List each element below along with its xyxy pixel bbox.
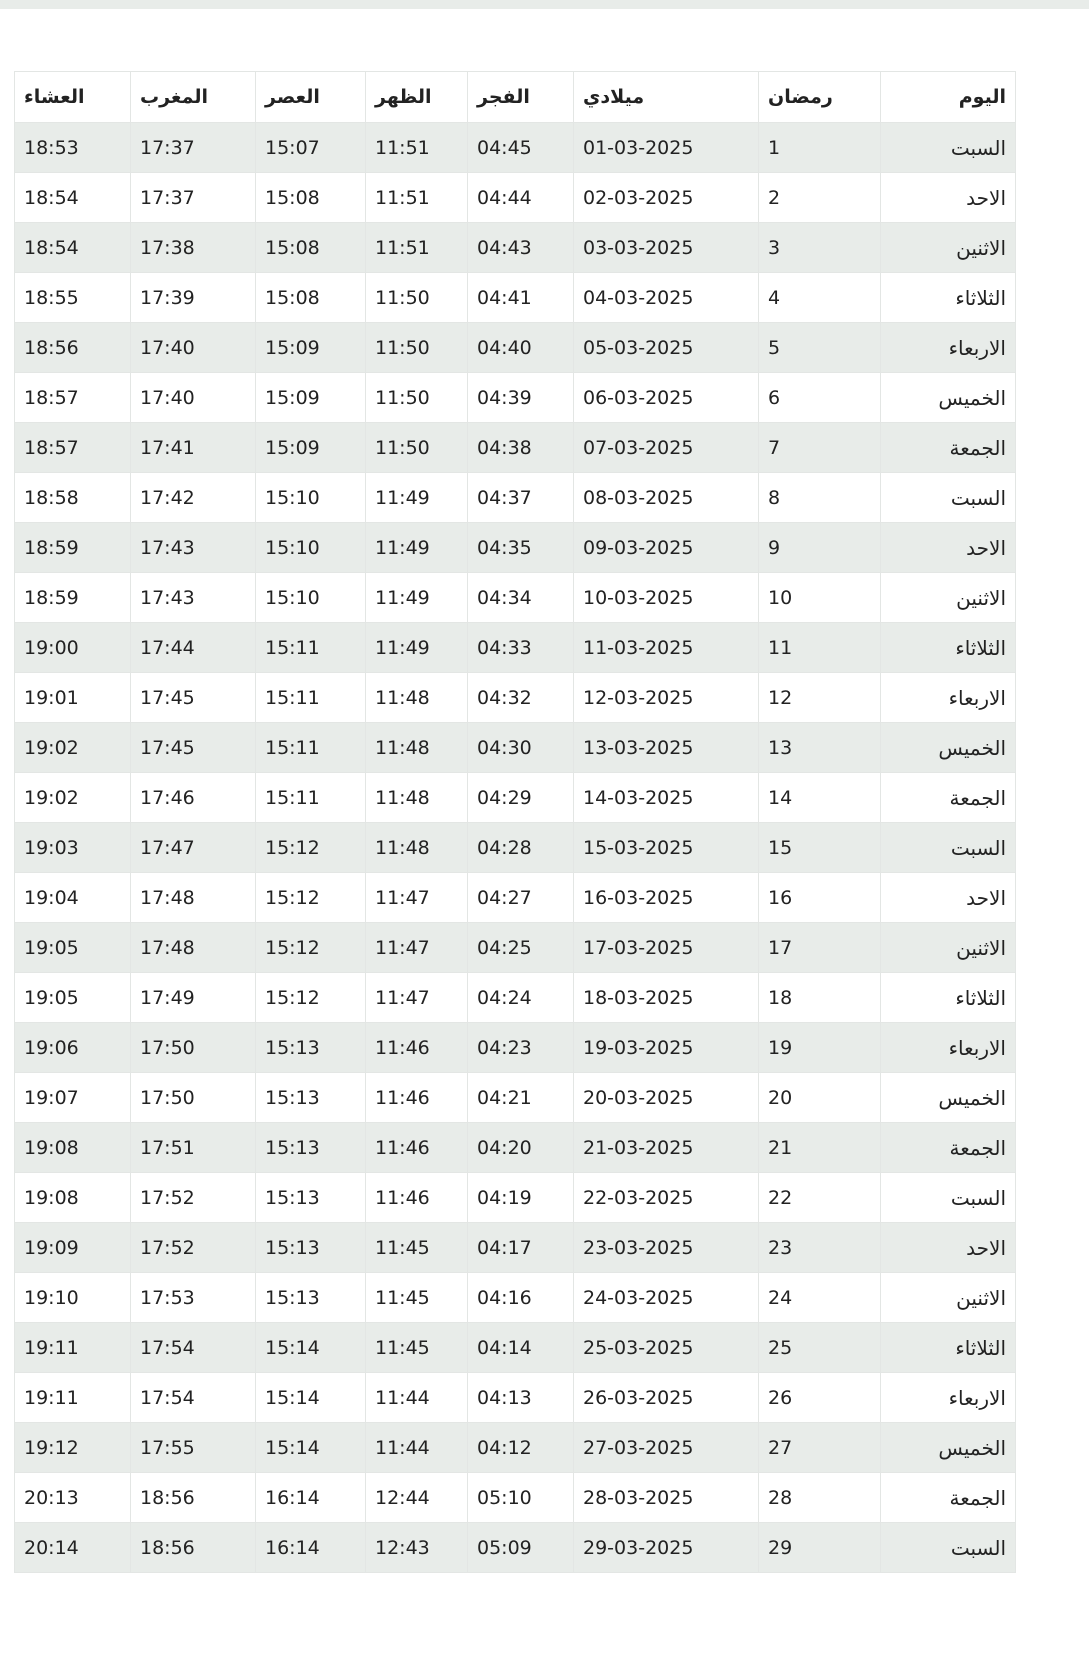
cell-isha: 18:59 (15, 523, 131, 573)
cell-day: الثلاثاء (881, 273, 1016, 323)
cell-isha: 19:06 (15, 1023, 131, 1073)
cell-day: الخميس (881, 723, 1016, 773)
cell-fajr: 04:14 (468, 1323, 574, 1373)
cell-isha: 18:58 (15, 473, 131, 523)
header-dhuhr: الظهر (366, 72, 468, 123)
cell-dhuhr: 11:45 (366, 1323, 468, 1373)
header-isha: العشاء (15, 72, 131, 123)
cell-dhuhr: 11:51 (366, 173, 468, 223)
cell-day: السبت (881, 1173, 1016, 1223)
cell-gregorian-date: 25-03-2025 (574, 1323, 759, 1373)
cell-isha: 19:09 (15, 1223, 131, 1273)
cell-gregorian-date: 29-03-2025 (574, 1523, 759, 1573)
cell-asr: 15:12 (256, 923, 366, 973)
cell-asr: 16:14 (256, 1523, 366, 1573)
cell-fajr: 04:16 (468, 1273, 574, 1323)
cell-dhuhr: 11:47 (366, 873, 468, 923)
cell-day: الاحد (881, 1223, 1016, 1273)
cell-isha: 19:11 (15, 1323, 131, 1373)
cell-gregorian-date: 28-03-2025 (574, 1473, 759, 1523)
table-row (15, 373, 1016, 423)
cell-asr: 15:13 (256, 1023, 366, 1073)
header-maghrib: المغرب (131, 72, 256, 123)
table-row (15, 273, 1016, 323)
cell-maghrib: 17:40 (131, 373, 256, 423)
cell-day: الجمعة (881, 773, 1016, 823)
cell-ramadan: 4 (759, 273, 881, 323)
cell-fajr: 04:17 (468, 1223, 574, 1273)
cell-isha: 19:08 (15, 1173, 131, 1223)
cell-isha: 19:05 (15, 973, 131, 1023)
header-day: اليوم (881, 72, 1016, 123)
header-ramadan: رمضان (759, 72, 881, 123)
cell-fajr: 04:37 (468, 473, 574, 523)
cell-maghrib: 17:40 (131, 323, 256, 373)
cell-gregorian-date: 23-03-2025 (574, 1223, 759, 1273)
cell-ramadan: 16 (759, 873, 881, 923)
cell-ramadan: 2 (759, 173, 881, 223)
cell-ramadan: 5 (759, 323, 881, 373)
table-row (15, 1373, 1016, 1423)
cell-isha: 20:14 (15, 1523, 131, 1573)
table-row (15, 673, 1016, 723)
table-row (15, 323, 1016, 373)
cell-isha: 18:56 (15, 323, 131, 373)
cell-day: الخميس (881, 373, 1016, 423)
cell-dhuhr: 11:44 (366, 1373, 468, 1423)
cell-dhuhr: 11:48 (366, 673, 468, 723)
cell-maghrib: 17:50 (131, 1073, 256, 1123)
cell-fajr: 05:10 (468, 1473, 574, 1523)
cell-fajr: 04:40 (468, 323, 574, 373)
cell-day: الاحد (881, 173, 1016, 223)
cell-gregorian-date: 21-03-2025 (574, 1123, 759, 1173)
cell-asr: 15:12 (256, 823, 366, 873)
cell-dhuhr: 12:43 (366, 1523, 468, 1573)
cell-dhuhr: 11:45 (366, 1273, 468, 1323)
cell-gregorian-date: 14-03-2025 (574, 773, 759, 823)
cell-maghrib: 17:52 (131, 1173, 256, 1223)
cell-ramadan: 21 (759, 1123, 881, 1173)
cell-ramadan: 13 (759, 723, 881, 773)
cell-fajr: 04:38 (468, 423, 574, 473)
cell-fajr: 04:45 (468, 123, 574, 173)
cell-maghrib: 17:48 (131, 923, 256, 973)
table-row (15, 1173, 1016, 1223)
cell-dhuhr: 11:50 (366, 373, 468, 423)
table-row (15, 1423, 1016, 1473)
cell-fajr: 04:25 (468, 923, 574, 973)
cell-isha: 18:54 (15, 223, 131, 273)
table-header-row (15, 72, 1016, 123)
cell-dhuhr: 11:46 (366, 1073, 468, 1123)
cell-ramadan: 19 (759, 1023, 881, 1073)
cell-isha: 19:11 (15, 1373, 131, 1423)
cell-gregorian-date: 03-03-2025 (574, 223, 759, 273)
header-asr: العصر (256, 72, 366, 123)
cell-gregorian-date: 04-03-2025 (574, 273, 759, 323)
cell-asr: 15:13 (256, 1223, 366, 1273)
cell-dhuhr: 11:48 (366, 823, 468, 873)
cell-gregorian-date: 24-03-2025 (574, 1273, 759, 1323)
cell-day: الجمعة (881, 1123, 1016, 1173)
cell-ramadan: 27 (759, 1423, 881, 1473)
cell-gregorian-date: 15-03-2025 (574, 823, 759, 873)
cell-gregorian-date: 02-03-2025 (574, 173, 759, 223)
table-row (15, 1223, 1016, 1273)
cell-gregorian-date: 01-03-2025 (574, 123, 759, 173)
cell-dhuhr: 11:48 (366, 723, 468, 773)
cell-fajr: 04:44 (468, 173, 574, 223)
cell-isha: 19:04 (15, 873, 131, 923)
cell-asr: 15:08 (256, 223, 366, 273)
cell-maghrib: 17:42 (131, 473, 256, 523)
cell-fajr: 04:43 (468, 223, 574, 273)
cell-isha: 19:00 (15, 623, 131, 673)
prayer-times-table (14, 71, 1016, 1573)
cell-ramadan: 1 (759, 123, 881, 173)
cell-asr: 15:09 (256, 323, 366, 373)
cell-gregorian-date: 20-03-2025 (574, 1073, 759, 1123)
cell-isha: 19:10 (15, 1273, 131, 1323)
cell-fajr: 04:23 (468, 1023, 574, 1073)
cell-isha: 18:59 (15, 573, 131, 623)
cell-ramadan: 17 (759, 923, 881, 973)
cell-isha: 18:55 (15, 273, 131, 323)
cell-isha: 19:07 (15, 1073, 131, 1123)
cell-dhuhr: 11:51 (366, 123, 468, 173)
table-row (15, 423, 1016, 473)
cell-asr: 15:14 (256, 1423, 366, 1473)
cell-maghrib: 17:55 (131, 1423, 256, 1473)
cell-day: الاربعاء (881, 673, 1016, 723)
cell-isha: 19:02 (15, 773, 131, 823)
cell-ramadan: 15 (759, 823, 881, 873)
cell-fajr: 04:33 (468, 623, 574, 673)
cell-fajr: 04:20 (468, 1123, 574, 1173)
cell-asr: 15:10 (256, 573, 366, 623)
cell-maghrib: 17:48 (131, 873, 256, 923)
cell-maghrib: 17:43 (131, 523, 256, 573)
cell-dhuhr: 11:44 (366, 1423, 468, 1473)
cell-gregorian-date: 09-03-2025 (574, 523, 759, 573)
cell-maghrib: 17:54 (131, 1323, 256, 1373)
cell-asr: 15:07 (256, 123, 366, 173)
header-gregorian: ميلادي (574, 72, 759, 123)
cell-maghrib: 17:47 (131, 823, 256, 873)
cell-ramadan: 28 (759, 1473, 881, 1523)
cell-ramadan: 24 (759, 1273, 881, 1323)
cell-day: الثلاثاء (881, 623, 1016, 673)
cell-maghrib: 17:53 (131, 1273, 256, 1323)
cell-dhuhr: 11:49 (366, 623, 468, 673)
cell-maghrib: 17:52 (131, 1223, 256, 1273)
cell-dhuhr: 11:49 (366, 523, 468, 573)
cell-fajr: 04:28 (468, 823, 574, 873)
cell-isha: 20:13 (15, 1473, 131, 1523)
table-row (15, 1523, 1016, 1573)
cell-dhuhr: 11:47 (366, 973, 468, 1023)
cell-day: الخميس (881, 1423, 1016, 1473)
cell-maghrib: 17:46 (131, 773, 256, 823)
cell-day: السبت (881, 473, 1016, 523)
cell-asr: 15:11 (256, 723, 366, 773)
cell-asr: 15:10 (256, 523, 366, 573)
cell-maghrib: 18:56 (131, 1523, 256, 1573)
cell-day: الخميس (881, 1073, 1016, 1123)
cell-asr: 15:11 (256, 773, 366, 823)
cell-ramadan: 22 (759, 1173, 881, 1223)
cell-gregorian-date: 19-03-2025 (574, 1023, 759, 1073)
cell-ramadan: 11 (759, 623, 881, 673)
top-strip (0, 0, 1089, 9)
cell-day: الاربعاء (881, 1023, 1016, 1073)
cell-asr: 15:13 (256, 1173, 366, 1223)
cell-asr: 15:14 (256, 1373, 366, 1423)
cell-day: الثلاثاء (881, 973, 1016, 1023)
cell-dhuhr: 11:50 (366, 423, 468, 473)
cell-gregorian-date: 07-03-2025 (574, 423, 759, 473)
table-row (15, 873, 1016, 923)
cell-fajr: 04:27 (468, 873, 574, 923)
table-row (15, 1073, 1016, 1123)
cell-maghrib: 17:43 (131, 573, 256, 623)
cell-gregorian-date: 22-03-2025 (574, 1173, 759, 1223)
cell-maghrib: 17:49 (131, 973, 256, 1023)
cell-gregorian-date: 17-03-2025 (574, 923, 759, 973)
cell-day: الجمعة (881, 423, 1016, 473)
cell-fajr: 04:13 (468, 1373, 574, 1423)
cell-ramadan: 12 (759, 673, 881, 723)
cell-ramadan: 10 (759, 573, 881, 623)
cell-maghrib: 17:41 (131, 423, 256, 473)
cell-gregorian-date: 18-03-2025 (574, 973, 759, 1023)
cell-day: الاثنين (881, 1273, 1016, 1323)
cell-dhuhr: 11:46 (366, 1173, 468, 1223)
cell-ramadan: 6 (759, 373, 881, 423)
cell-fajr: 04:39 (468, 373, 574, 423)
cell-asr: 15:13 (256, 1073, 366, 1123)
cell-ramadan: 3 (759, 223, 881, 273)
cell-maghrib: 17:44 (131, 623, 256, 673)
table-row (15, 723, 1016, 773)
cell-day: السبت (881, 823, 1016, 873)
cell-gregorian-date: 27-03-2025 (574, 1423, 759, 1473)
cell-isha: 18:54 (15, 173, 131, 223)
cell-fajr: 04:34 (468, 573, 574, 623)
cell-isha: 19:05 (15, 923, 131, 973)
cell-asr: 15:11 (256, 623, 366, 673)
cell-asr: 15:09 (256, 423, 366, 473)
cell-asr: 15:08 (256, 173, 366, 223)
cell-isha: 18:53 (15, 123, 131, 173)
cell-gregorian-date: 11-03-2025 (574, 623, 759, 673)
table-row (15, 923, 1016, 973)
cell-day: السبت (881, 123, 1016, 173)
cell-maghrib: 17:50 (131, 1023, 256, 1073)
table-row (15, 973, 1016, 1023)
cell-gregorian-date: 12-03-2025 (574, 673, 759, 723)
cell-day: الاثنين (881, 223, 1016, 273)
cell-dhuhr: 11:51 (366, 223, 468, 273)
cell-fajr: 04:24 (468, 973, 574, 1023)
table-row (15, 473, 1016, 523)
cell-gregorian-date: 06-03-2025 (574, 373, 759, 423)
cell-isha: 18:57 (15, 423, 131, 473)
cell-fajr: 04:12 (468, 1423, 574, 1473)
cell-isha: 18:57 (15, 373, 131, 423)
cell-asr: 15:14 (256, 1323, 366, 1373)
cell-gregorian-date: 26-03-2025 (574, 1373, 759, 1423)
cell-asr: 15:10 (256, 473, 366, 523)
table-row (15, 1323, 1016, 1373)
cell-gregorian-date: 13-03-2025 (574, 723, 759, 773)
table-row (15, 623, 1016, 673)
cell-asr: 15:09 (256, 373, 366, 423)
cell-ramadan: 25 (759, 1323, 881, 1373)
cell-asr: 16:14 (256, 1473, 366, 1523)
cell-isha: 19:12 (15, 1423, 131, 1473)
cell-isha: 19:03 (15, 823, 131, 873)
cell-asr: 15:12 (256, 973, 366, 1023)
cell-fajr: 05:09 (468, 1523, 574, 1573)
cell-dhuhr: 11:48 (366, 773, 468, 823)
cell-ramadan: 29 (759, 1523, 881, 1573)
table-row (15, 523, 1016, 573)
cell-asr: 15:11 (256, 673, 366, 723)
cell-maghrib: 17:54 (131, 1373, 256, 1423)
cell-day: الجمعة (881, 1473, 1016, 1523)
table-row (15, 1473, 1016, 1523)
cell-fajr: 04:30 (468, 723, 574, 773)
cell-isha: 19:02 (15, 723, 131, 773)
cell-fajr: 04:19 (468, 1173, 574, 1223)
cell-maghrib: 17:37 (131, 123, 256, 173)
table-row (15, 573, 1016, 623)
cell-asr: 15:08 (256, 273, 366, 323)
cell-dhuhr: 11:46 (366, 1023, 468, 1073)
cell-asr: 15:12 (256, 873, 366, 923)
cell-day: الاثنين (881, 573, 1016, 623)
table-row (15, 123, 1016, 173)
cell-maghrib: 18:56 (131, 1473, 256, 1523)
cell-day: الاثنين (881, 923, 1016, 973)
cell-dhuhr: 11:45 (366, 1223, 468, 1273)
cell-gregorian-date: 16-03-2025 (574, 873, 759, 923)
cell-day: الاحد (881, 523, 1016, 573)
cell-gregorian-date: 10-03-2025 (574, 573, 759, 623)
table-row (15, 1123, 1016, 1173)
cell-dhuhr: 11:50 (366, 273, 468, 323)
cell-maghrib: 17:45 (131, 723, 256, 773)
cell-day: الاحد (881, 873, 1016, 923)
table-row (15, 1273, 1016, 1323)
table-body (15, 123, 1016, 1573)
cell-ramadan: 23 (759, 1223, 881, 1273)
cell-day: الاربعاء (881, 323, 1016, 373)
table-row (15, 823, 1016, 873)
cell-gregorian-date: 08-03-2025 (574, 473, 759, 523)
cell-day: الاربعاء (881, 1373, 1016, 1423)
cell-ramadan: 7 (759, 423, 881, 473)
cell-ramadan: 8 (759, 473, 881, 523)
cell-asr: 15:13 (256, 1123, 366, 1173)
cell-ramadan: 26 (759, 1373, 881, 1423)
cell-dhuhr: 11:46 (366, 1123, 468, 1173)
table-row (15, 223, 1016, 273)
cell-dhuhr: 11:49 (366, 573, 468, 623)
cell-day: الثلاثاء (881, 1323, 1016, 1373)
cell-dhuhr: 11:49 (366, 473, 468, 523)
cell-maghrib: 17:45 (131, 673, 256, 723)
table-row (15, 1023, 1016, 1073)
cell-fajr: 04:41 (468, 273, 574, 323)
cell-maghrib: 17:38 (131, 223, 256, 273)
cell-fajr: 04:21 (468, 1073, 574, 1123)
cell-gregorian-date: 05-03-2025 (574, 323, 759, 373)
cell-fajr: 04:32 (468, 673, 574, 723)
cell-ramadan: 18 (759, 973, 881, 1023)
cell-ramadan: 20 (759, 1073, 881, 1123)
cell-maghrib: 17:39 (131, 273, 256, 323)
table-row (15, 773, 1016, 823)
cell-maghrib: 17:37 (131, 173, 256, 223)
cell-isha: 19:08 (15, 1123, 131, 1173)
header-fajr: الفجر (468, 72, 574, 123)
prayer-times-table-container (14, 71, 1015, 1573)
cell-dhuhr: 11:50 (366, 323, 468, 373)
cell-isha: 19:01 (15, 673, 131, 723)
cell-dhuhr: 11:47 (366, 923, 468, 973)
cell-asr: 15:13 (256, 1273, 366, 1323)
cell-dhuhr: 12:44 (366, 1473, 468, 1523)
cell-day: السبت (881, 1523, 1016, 1573)
cell-maghrib: 17:51 (131, 1123, 256, 1173)
cell-ramadan: 14 (759, 773, 881, 823)
cell-fajr: 04:29 (468, 773, 574, 823)
table-row (15, 173, 1016, 223)
cell-ramadan: 9 (759, 523, 881, 573)
cell-fajr: 04:35 (468, 523, 574, 573)
